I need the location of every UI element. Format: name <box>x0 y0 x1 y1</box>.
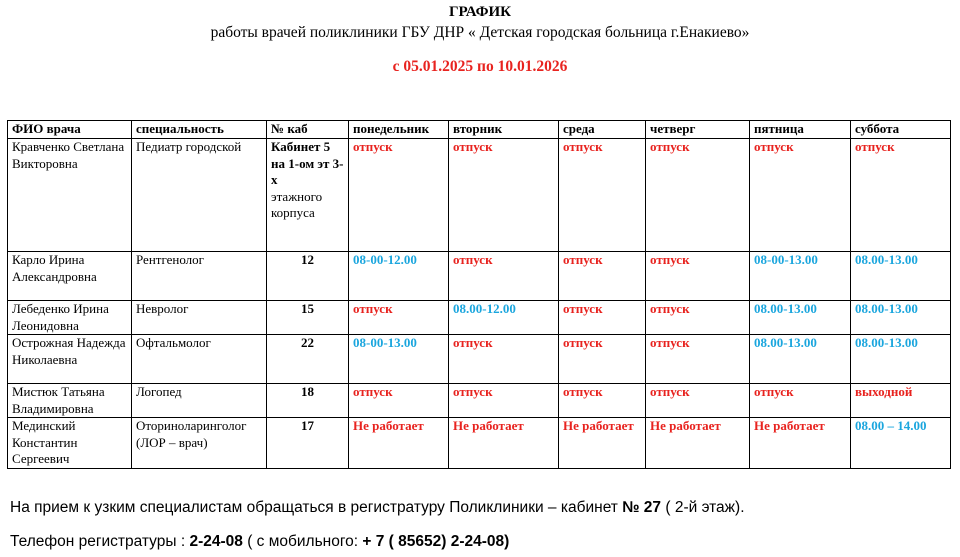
status-text: Не работает <box>353 418 424 433</box>
status-text: отпуск <box>754 139 794 154</box>
status-text: отпуск <box>353 139 393 154</box>
schedule-friday <box>750 301 851 335</box>
column-header-cabinet: № каб <box>267 121 349 139</box>
status-text: 08.00-13.00 <box>754 301 817 316</box>
registry-phone-number: 2-24-08 <box>189 533 243 550</box>
table-row <box>8 384 951 418</box>
cabinet-number: 17 <box>301 418 314 433</box>
column-header-friday: пятница <box>750 121 851 139</box>
cabinet-cell <box>267 139 349 252</box>
status-text: Не работает <box>453 418 524 433</box>
cabinet-number: 18 <box>301 384 314 399</box>
registry-floor: ( 2-й этаж). <box>661 499 745 516</box>
schedule-friday <box>750 418 851 469</box>
doctor-name: Лебеденко Ирина Леонидовна <box>8 301 132 335</box>
schedule-saturday <box>851 139 951 252</box>
cabinet-cell <box>267 384 349 418</box>
schedule-friday <box>750 335 851 384</box>
registry-note <box>10 498 745 518</box>
schedule-tuesday <box>449 252 559 301</box>
schedule-monday <box>349 418 449 469</box>
status-text: отпуск <box>650 301 690 316</box>
status-text: 08.00-13.00 <box>855 301 918 316</box>
schedule-friday <box>750 252 851 301</box>
doctor-specialty: Невролог <box>132 301 267 335</box>
cabinet-location: Кабинет 5 на 1-ом эт 3-х <box>271 139 344 187</box>
doctor-name: Кравченко Светлана Викторовна <box>8 139 132 252</box>
doctor-specialty: Педиатр городской <box>132 139 267 252</box>
status-text: Не работает <box>650 418 721 433</box>
schedule-thursday <box>646 252 750 301</box>
status-text: отпуск <box>754 384 794 399</box>
doctor-name: Острожная Надежда Николаевна <box>8 335 132 384</box>
status-text: Не работает <box>754 418 825 433</box>
registry-cabinet: № 27 <box>622 499 662 516</box>
schedule-period: с 05.01.2025 по 10.01.2026 <box>392 58 568 75</box>
registry-mobile-number: + 7 ( 85652) 2-24-08) <box>362 533 510 550</box>
registry-note-text: На прием к узким специалистам обращаться в регистратуру Поликлиники – кабинет <box>10 499 623 516</box>
schedule-thursday <box>646 418 750 469</box>
table-row <box>8 335 951 384</box>
status-text: 08-00-13.00 <box>353 335 417 350</box>
status-text: отпуск <box>353 384 393 399</box>
table-header-row <box>8 121 951 139</box>
column-header-name: ФИО врача <box>8 121 132 139</box>
schedule-thursday <box>646 139 750 252</box>
doctor-specialty: Офтальмолог <box>132 335 267 384</box>
status-text: отпуск <box>453 252 493 267</box>
status-text: выходной <box>855 384 913 399</box>
doctor-specialty: Рентгенолог <box>132 252 267 301</box>
schedule-saturday <box>851 384 951 418</box>
table-row <box>8 252 951 301</box>
page-title: ГРАФИК <box>448 4 512 20</box>
table-row <box>8 418 951 469</box>
cabinet-cell <box>267 301 349 335</box>
status-text: отпуск <box>563 301 603 316</box>
status-text: отпуск <box>650 384 690 399</box>
status-text: отпуск <box>563 139 603 154</box>
table-row <box>8 301 951 335</box>
schedule-thursday <box>646 384 750 418</box>
status-text: отпуск <box>453 384 493 399</box>
schedule-monday <box>349 301 449 335</box>
column-header-thursday: четверг <box>646 121 750 139</box>
schedule-tuesday <box>449 418 559 469</box>
status-text: 08.00-13.00 <box>754 335 817 350</box>
status-text: отпуск <box>453 139 493 154</box>
registry-phone <box>10 532 509 552</box>
schedule-table <box>7 120 951 469</box>
status-text: отпуск <box>650 335 690 350</box>
status-text: отпуск <box>855 139 895 154</box>
status-text: отпуск <box>650 139 690 154</box>
status-text: отпуск <box>563 384 603 399</box>
registry-mobile-label: ( с мобильного: <box>242 533 363 550</box>
doctor-name: Мединский Константин Сергеевич <box>8 418 132 469</box>
schedule-saturday <box>851 301 951 335</box>
schedule-thursday <box>646 335 750 384</box>
schedule-friday <box>750 139 851 252</box>
status-text: отпуск <box>650 252 690 267</box>
registry-phone-label: Телефон регистратуры : <box>10 533 190 550</box>
column-header-specialty: специальность <box>132 121 267 139</box>
schedule-wednesday <box>559 335 646 384</box>
schedule-wednesday <box>559 139 646 252</box>
schedule-monday <box>349 384 449 418</box>
status-text: 08.00-13.00 <box>855 252 918 267</box>
schedule-monday <box>349 139 449 252</box>
status-text: 08.00 – 14.00 <box>855 418 927 433</box>
column-header-tuesday: вторник <box>449 121 559 139</box>
doctor-name: Мистюк Татьяна Владимировна <box>8 384 132 418</box>
schedule-monday <box>349 335 449 384</box>
doctor-name: Карло Ирина Александровна <box>8 252 132 301</box>
status-text: отпуск <box>453 335 493 350</box>
cabinet-number: 22 <box>301 335 314 350</box>
schedule-saturday <box>851 252 951 301</box>
page-subtitle: работы врачей поликлиники ГБУ ДНР « Детская городская больница г.Енакиево» <box>210 24 750 41</box>
schedule-saturday <box>851 335 951 384</box>
schedule-tuesday <box>449 384 559 418</box>
doctor-specialty: Оториноларинголог (ЛОР – врач) <box>132 418 267 469</box>
cabinet-number: 12 <box>301 252 314 267</box>
schedule-tuesday <box>449 139 559 252</box>
schedule-friday <box>750 384 851 418</box>
schedule-wednesday <box>559 301 646 335</box>
status-text: 08.00-12.00 <box>453 301 516 316</box>
column-header-wednesday: среда <box>559 121 646 139</box>
cabinet-number: 15 <box>301 301 314 316</box>
schedule-saturday <box>851 418 951 469</box>
column-header-monday: понедельник <box>349 121 449 139</box>
schedule-wednesday <box>559 384 646 418</box>
cabinet-cell <box>267 335 349 384</box>
status-text: 08-00-12.00 <box>353 252 417 267</box>
status-text: отпуск <box>353 301 393 316</box>
status-text: 08-00-13.00 <box>754 252 818 267</box>
schedule-wednesday <box>559 252 646 301</box>
doctor-specialty: Логопед <box>132 384 267 418</box>
status-text: Не работает <box>563 418 634 433</box>
status-text: отпуск <box>563 335 603 350</box>
cabinet-cell <box>267 418 349 469</box>
cabinet-note: этажного корпуса <box>271 188 323 220</box>
schedule-wednesday <box>559 418 646 469</box>
schedule-tuesday <box>449 335 559 384</box>
cabinet-cell <box>267 252 349 301</box>
schedule-thursday <box>646 301 750 335</box>
status-text: отпуск <box>563 252 603 267</box>
status-text: 08.00-13.00 <box>855 335 918 350</box>
schedule-monday <box>349 252 449 301</box>
table-row <box>8 139 951 252</box>
column-header-saturday: суббота <box>851 121 951 139</box>
schedule-tuesday <box>449 301 559 335</box>
